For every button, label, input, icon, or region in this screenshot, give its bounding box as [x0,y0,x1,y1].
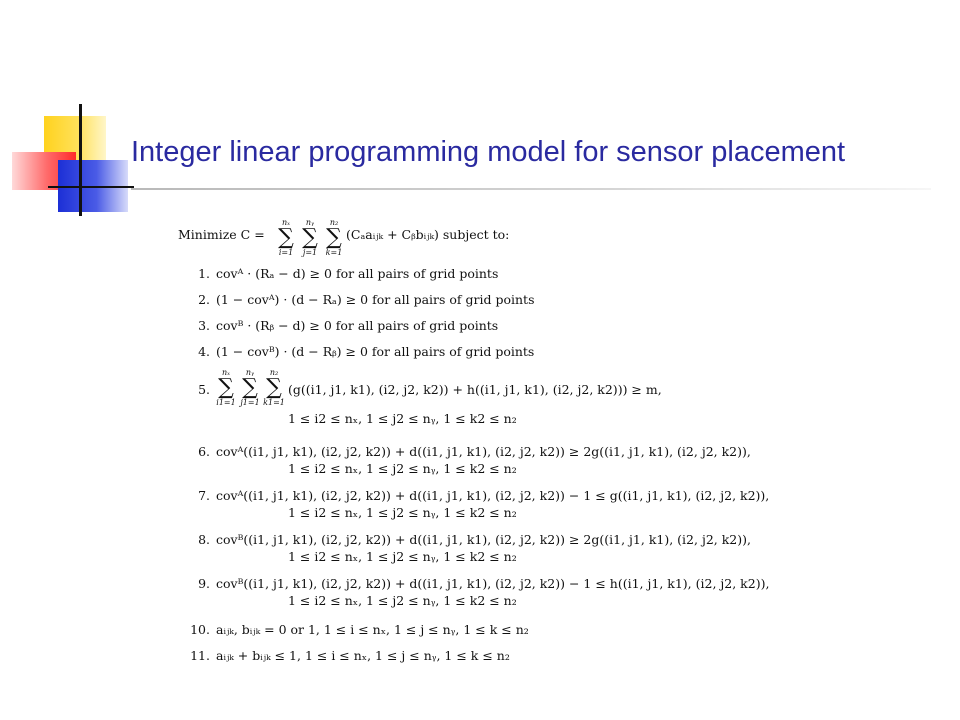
sum-k: n₂ ∑ k=1 [325,218,343,257]
slide-title: Integer linear programming model for sensor placement [131,136,846,168]
title-underline [131,188,931,190]
sum-j1: nᵧ ∑ j1=1 [240,368,260,407]
sum-j: nᵧ ∑ j=1 [302,218,318,257]
objective-lead: Minimize C = [178,227,265,242]
objective-tail: (Cₐaᵢⱼₖ + Cᵦbᵢⱼₖ) subject to: [346,227,510,242]
logo-vertical-line [79,104,82,216]
logo-horizontal-line [48,186,134,188]
sum-k1: n₂ ∑ k1=1 [263,368,285,407]
sum-i: nₓ ∑ i=1 [278,218,294,257]
objective-function [178,218,798,258]
sum-i1: nₓ ∑ i1=1 [216,368,236,407]
